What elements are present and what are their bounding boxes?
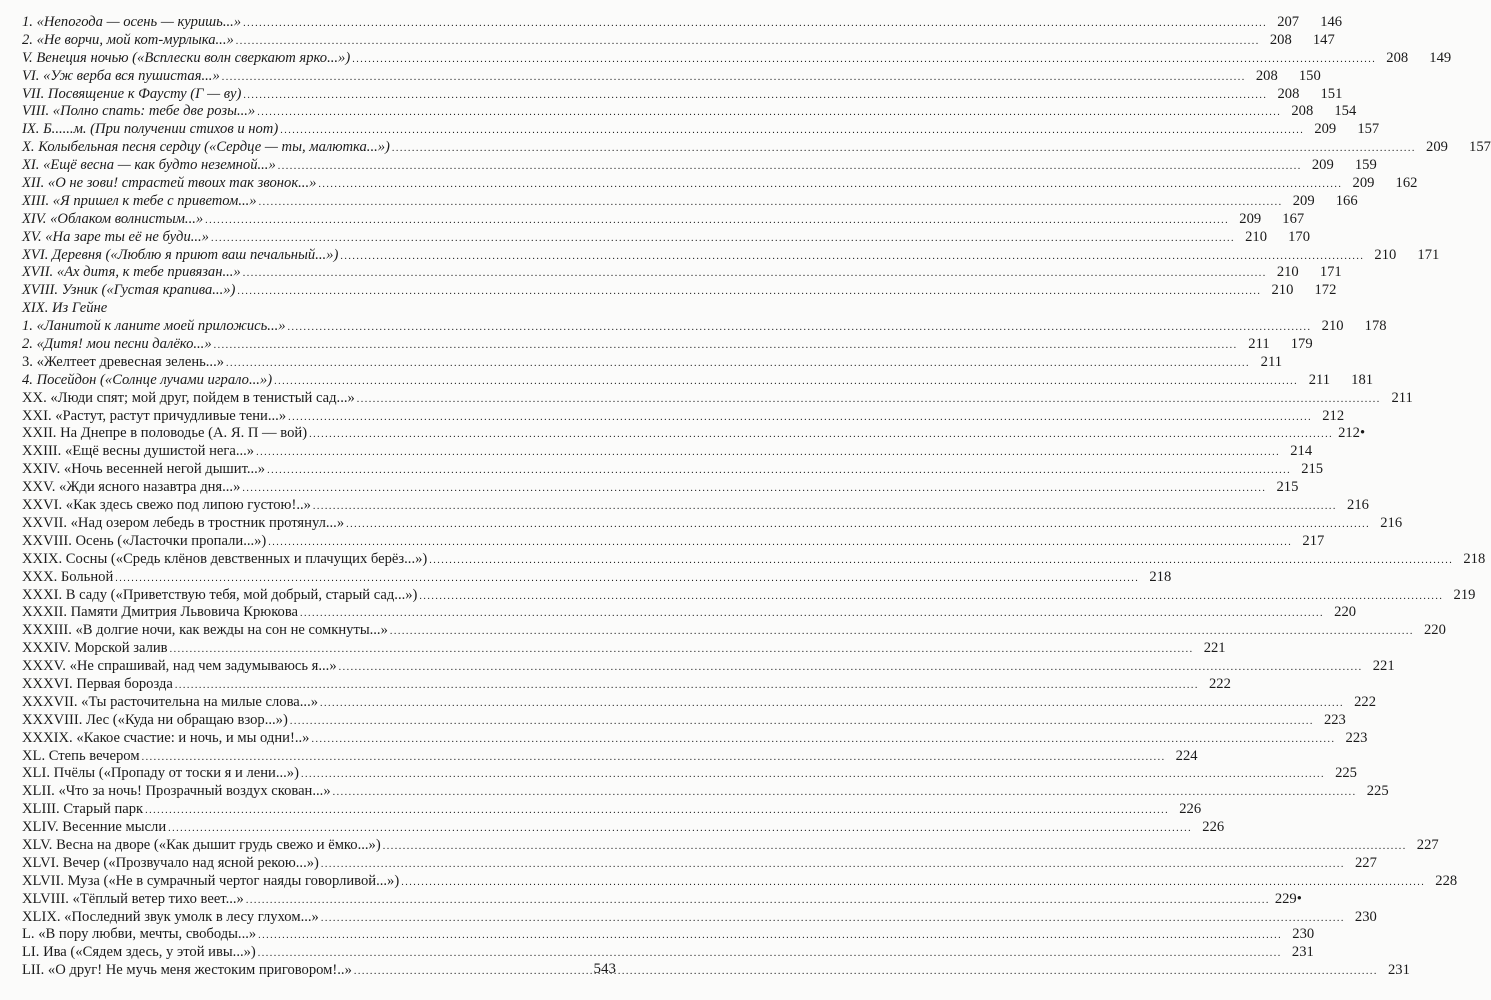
toc-entry bbox=[22, 765, 1357, 783]
entry-title: LI. Ива («Сядем здесь, у этой ивы...») bbox=[22, 944, 256, 961]
entry-page: 220 bbox=[1334, 604, 1357, 621]
dot-leader bbox=[383, 838, 1407, 856]
entry-page: 226 bbox=[1179, 801, 1202, 818]
dot-leader bbox=[142, 749, 1166, 767]
entry-page: 219 bbox=[1453, 586, 1476, 603]
entry-title: L. «В пору любви, мечты, свободы...» bbox=[22, 926, 257, 943]
toc-entry bbox=[22, 586, 1476, 605]
entry-page: 231 bbox=[1291, 944, 1314, 961]
toc-entry bbox=[22, 497, 1369, 515]
entry-page: 222 bbox=[1209, 675, 1231, 692]
entry-page: 221 bbox=[1372, 658, 1395, 675]
toc-entry bbox=[22, 121, 1380, 139]
dot-leader bbox=[309, 426, 1333, 444]
entry-page: 211 bbox=[1308, 371, 1331, 388]
entry-title: XVI. Деревня («Люблю я приют ваш печальный...») bbox=[22, 246, 339, 263]
entry-original-page: 154 bbox=[1334, 103, 1357, 120]
toc-entry bbox=[22, 604, 1357, 622]
entry-title: XII. «О не зови! страстей твоих так звонок...» bbox=[22, 175, 317, 192]
entry-title: XI. «Ещё весна — как будто неземной...» bbox=[22, 157, 276, 174]
entry-title: XVIII. Узник («Густая крапива...») bbox=[22, 282, 236, 299]
entry-page: 218 bbox=[1149, 568, 1172, 585]
entry-page: 210 bbox=[1245, 228, 1267, 245]
entry-page: 209 bbox=[1292, 192, 1315, 209]
toc-entry bbox=[22, 801, 1202, 819]
entry-title: XIII. «Я пришел к тебе с приветом...» bbox=[22, 192, 257, 209]
dot-leader bbox=[288, 409, 1312, 427]
entry-original-page: 179 bbox=[1290, 336, 1313, 353]
toc-entry bbox=[22, 210, 1305, 229]
toc-entry bbox=[22, 318, 1387, 336]
toc-entry bbox=[22, 944, 1314, 962]
entry-title: 2. «Не ворчи, мой кот-мурлыка...» bbox=[22, 31, 234, 48]
dot-leader bbox=[278, 158, 1302, 176]
toc-entry bbox=[22, 532, 1325, 551]
toc-entry bbox=[22, 640, 1226, 658]
entry-page: 227 bbox=[1355, 854, 1377, 871]
entry-page: 222 bbox=[1354, 693, 1377, 710]
dot-leader bbox=[390, 623, 1414, 641]
entry-original-page: 167 bbox=[1282, 210, 1305, 227]
entry-page: 215 bbox=[1276, 479, 1299, 496]
entry-page: 208 bbox=[1277, 85, 1300, 102]
entry-title: X. Колыбельная песня сердцу («Сердце — ты, малютка...») bbox=[22, 139, 390, 156]
dot-leader bbox=[243, 87, 1267, 105]
entry-original-page: 157 bbox=[1469, 139, 1491, 156]
dot-leader bbox=[313, 498, 1337, 516]
dot-leader bbox=[352, 51, 1376, 69]
entry-title: XVII. «Ах дитя, к тебе привязан...» bbox=[22, 264, 241, 281]
entry-page: 224 bbox=[1175, 747, 1198, 764]
dot-leader bbox=[280, 122, 1304, 140]
dot-leader bbox=[321, 910, 1345, 928]
table-of-contents bbox=[22, 14, 1491, 980]
entry-page: 214 bbox=[1290, 443, 1313, 460]
toc-entry bbox=[22, 407, 1345, 426]
toc-entry bbox=[22, 85, 1343, 104]
entry-page: 209 bbox=[1314, 121, 1337, 138]
toc-entry bbox=[22, 962, 1410, 980]
dot-leader bbox=[211, 230, 1235, 248]
entry-title: XXXIII. «В долгие ночи, как вежды на сон не сомкнуты...» bbox=[22, 622, 388, 639]
entry-original-page: 178 bbox=[1364, 318, 1387, 335]
entry-page: 210 bbox=[1321, 318, 1344, 335]
dot-leader bbox=[115, 570, 1139, 588]
entry-page: 216 bbox=[1347, 497, 1369, 514]
dot-leader bbox=[268, 534, 1292, 552]
dot-leader bbox=[290, 713, 1314, 731]
entry-page: 221 bbox=[1203, 640, 1226, 657]
dot-leader bbox=[346, 516, 1370, 534]
dot-leader bbox=[288, 319, 1312, 337]
entry-original-page: 151 bbox=[1320, 85, 1343, 102]
toc-entry bbox=[22, 228, 1310, 247]
entry-title: XXXI. В саду («Приветствую тебя, мой добрый, старый сад...») bbox=[22, 586, 418, 603]
entry-page: 209 bbox=[1311, 157, 1334, 174]
entry-title: XLV. Весна на дворе («Как дышит грудь свежо и ёмко...») bbox=[22, 836, 381, 853]
entry-page: 220 bbox=[1423, 622, 1446, 639]
entry-page: 228 bbox=[1435, 872, 1458, 889]
entry-title: XLVIII. «Тёплый ветер тихо веет...» bbox=[22, 890, 244, 907]
toc-entry bbox=[22, 14, 1343, 32]
toc-entry bbox=[22, 926, 1315, 944]
entry-title: 1. «Ланитой к ланите моей приложись...» bbox=[22, 318, 286, 335]
entry-page: 207 bbox=[1277, 14, 1300, 30]
dot-leader bbox=[214, 337, 1238, 355]
entry-page: 223 bbox=[1323, 711, 1346, 728]
toc-entry bbox=[22, 836, 1439, 855]
entry-title: XV. «На заре ты её не буди...» bbox=[22, 228, 209, 245]
dot-leader bbox=[237, 283, 1261, 301]
entry-page: 210 bbox=[1374, 246, 1397, 263]
entry-title: XLII. «Что за ночь! Прозрачный воздух скован...» bbox=[22, 783, 331, 800]
toc-entry bbox=[22, 336, 1313, 354]
toc-entry bbox=[22, 872, 1458, 891]
toc-entry bbox=[22, 568, 1172, 587]
toc-entry bbox=[22, 711, 1346, 730]
dot-leader bbox=[257, 104, 1281, 122]
entry-title: XXXII. Памяти Дмитрия Львовича Крюкова bbox=[22, 604, 299, 621]
dot-leader bbox=[419, 588, 1443, 606]
entry-original-page: 150 bbox=[1298, 67, 1321, 84]
toc-entry bbox=[22, 139, 1491, 157]
entry-page: 218 bbox=[1463, 550, 1486, 567]
toc-entry bbox=[22, 425, 1366, 443]
toc-entry bbox=[22, 461, 1324, 479]
dot-leader bbox=[340, 248, 1364, 266]
entry-original-page: 149 bbox=[1429, 49, 1452, 66]
toc-entry bbox=[22, 192, 1358, 211]
entry-page: 208 bbox=[1386, 49, 1409, 66]
entry-title: XXVI. «Как здесь свежо под липою густою!..» bbox=[22, 497, 311, 514]
entry-title: XXII. На Днепре в половодье (А. Я. П — вой) bbox=[22, 425, 308, 442]
toc-entry bbox=[22, 747, 1198, 766]
entry-page: 211 bbox=[1248, 336, 1270, 353]
entry-title: 3. «Желтеет древесная зелень...» bbox=[22, 353, 225, 370]
entry-title: VIII. «Полно спать: тебе две розы...» bbox=[22, 103, 256, 120]
entry-original-page: 157 bbox=[1357, 121, 1380, 138]
entry-title: XXIX. Сосны («Средь клёнов девственных и плачущих берёз...») bbox=[22, 550, 428, 567]
toc-entry bbox=[22, 103, 1357, 121]
dot-leader bbox=[168, 820, 1192, 838]
entry-title: XXXVI. Первая борозда bbox=[22, 675, 173, 692]
entry-page: 230 bbox=[1292, 926, 1315, 943]
entry-page: 208 bbox=[1255, 67, 1278, 84]
dot-leader bbox=[357, 391, 1381, 409]
entry-title: LII. «О друг! Не мучь меня жестоким приговором!..» bbox=[22, 962, 352, 979]
entry-page: 209 bbox=[1352, 175, 1375, 192]
toc-entry bbox=[22, 854, 1377, 873]
entry-title: VII. Посвящение к Фаусту (Г — ву) bbox=[22, 85, 242, 102]
toc-entry bbox=[22, 353, 1283, 372]
entry-title: XXXVII. «Ты расточительна на милые слова...» bbox=[22, 693, 319, 710]
dot-leader bbox=[318, 176, 1342, 194]
toc-entry bbox=[22, 890, 1302, 909]
entry-page: 223 bbox=[1345, 729, 1368, 746]
toc-entry bbox=[22, 67, 1321, 86]
dot-leader bbox=[205, 212, 1229, 230]
toc-entry bbox=[22, 514, 1403, 533]
dot-leader bbox=[243, 15, 1267, 33]
entry-title: V. Венеция ночью («Всплески волн сверкают ярко...») bbox=[22, 49, 351, 66]
dot-leader bbox=[236, 33, 1260, 51]
entry-page: 217 bbox=[1302, 532, 1325, 549]
entry-original-page: 181 bbox=[1351, 371, 1374, 388]
toc-entry bbox=[22, 675, 1231, 694]
entry-original-page: 147 bbox=[1312, 31, 1335, 48]
toc-entry bbox=[22, 479, 1299, 497]
entry-title: XXXIV. Морской залив bbox=[22, 640, 168, 657]
dot-leader bbox=[354, 963, 1378, 981]
entry-page: 225 bbox=[1366, 783, 1389, 800]
entry-title: IX. Б......м. (При получении стихов и нот) bbox=[22, 121, 279, 138]
entry-page: 209 bbox=[1239, 210, 1262, 227]
dot-leader bbox=[339, 659, 1363, 677]
dot-leader bbox=[301, 766, 1325, 784]
dot-leader bbox=[222, 69, 1246, 87]
entry-title: XLIII. Старый парк bbox=[22, 801, 144, 818]
entry-title: XXXV. «Не спрашивай, над чем задумываюсь я...» bbox=[22, 658, 337, 675]
dot-leader bbox=[243, 265, 1267, 283]
entry-page: 216 bbox=[1380, 514, 1403, 531]
entry-title: XXV. «Жди ясного назавтра дня...» bbox=[22, 479, 241, 496]
dot-leader bbox=[246, 892, 1270, 910]
entry-page: 231 bbox=[1387, 962, 1410, 979]
dot-leader bbox=[226, 355, 1250, 373]
dot-leader bbox=[320, 695, 1344, 713]
entry-page: 230 bbox=[1354, 908, 1377, 925]
entry-title: XIX. Из Гейне bbox=[22, 300, 108, 317]
entry-title: 1. «Непогода — осень — куришь...» bbox=[22, 14, 242, 30]
entry-page: 227 bbox=[1416, 836, 1439, 853]
toc-entry bbox=[22, 819, 1225, 837]
dot-leader bbox=[267, 462, 1291, 480]
dot-leader bbox=[311, 731, 1335, 749]
entry-page: 210 bbox=[1271, 282, 1294, 299]
entry-title: XXIII. «Ещё весны душистой нега...» bbox=[22, 443, 255, 460]
entry-title: XL. Степь вечером bbox=[22, 747, 140, 764]
dot-leader bbox=[258, 927, 1282, 945]
entry-original-page: 146 bbox=[1320, 14, 1343, 30]
page-number: 543 bbox=[593, 961, 616, 977]
entry-title: XLIV. Весенние мысли bbox=[22, 819, 167, 836]
dot-leader bbox=[145, 802, 1169, 820]
entry-page: 225 bbox=[1335, 765, 1357, 782]
toc-entry bbox=[22, 49, 1452, 68]
dot-leader bbox=[392, 140, 1416, 158]
toc-entry bbox=[22, 389, 1413, 408]
entry-page: 209 bbox=[1426, 139, 1448, 156]
entry-title: XXXIX. «Какое счастие: и ночь, и мы одни!..» bbox=[22, 729, 310, 746]
entry-original-page: 171 bbox=[1319, 264, 1342, 281]
entry-page: 212 bbox=[1322, 407, 1345, 424]
dot-leader bbox=[274, 373, 1298, 391]
entry-page: 210 bbox=[1276, 264, 1299, 281]
toc-entry bbox=[22, 157, 1377, 175]
entry-title: XXI. «Растут, растут причудливые тени...» bbox=[22, 407, 287, 424]
entry-page: 208 bbox=[1269, 31, 1292, 48]
dot-leader bbox=[242, 480, 1266, 498]
toc-entry bbox=[22, 443, 1313, 461]
entry-original-page: 170 bbox=[1288, 228, 1310, 245]
entry-page: 211 bbox=[1260, 353, 1283, 370]
entry-page: 229• bbox=[1274, 890, 1302, 907]
entry-title: XX. «Люди спят; мой друг, пойдем в тенистый сад...» bbox=[22, 389, 355, 406]
dot-leader bbox=[170, 641, 1194, 659]
toc-entry bbox=[22, 783, 1389, 801]
entry-title: 2. «Дитя! мои песни далёко...» bbox=[22, 336, 212, 353]
entry-page: 211 bbox=[1391, 389, 1413, 406]
toc-entry bbox=[22, 371, 1374, 390]
toc-entry bbox=[22, 175, 1418, 193]
toc-entry bbox=[22, 300, 632, 318]
dot-leader bbox=[401, 874, 1425, 892]
toc-entry bbox=[22, 550, 1486, 569]
dot-leader bbox=[175, 677, 1199, 695]
toc-entry bbox=[22, 282, 1337, 300]
entry-title: XLVII. Муза («Не в сумрачный чертог наяды говорливой...») bbox=[22, 872, 400, 889]
toc-entry bbox=[22, 246, 1440, 265]
dot-leader bbox=[259, 194, 1283, 212]
toc-entry bbox=[22, 729, 1368, 748]
entry-title: XXX. Больной bbox=[22, 568, 114, 585]
entry-page: 208 bbox=[1291, 103, 1314, 120]
entry-original-page: 162 bbox=[1395, 175, 1418, 192]
entry-original-page: 172 bbox=[1314, 282, 1337, 299]
entry-original-page: 171 bbox=[1417, 246, 1440, 263]
entry-page: 226 bbox=[1202, 819, 1225, 836]
dot-leader bbox=[321, 856, 1345, 874]
dot-leader bbox=[256, 444, 1280, 462]
toc-entry bbox=[22, 693, 1377, 712]
dot-leader bbox=[333, 784, 1357, 802]
entry-title: XXIV. «Ночь весенней негой дышит...» bbox=[22, 461, 266, 478]
entry-title: XLIX. «Последний звук умолк в лесу глухом...» bbox=[22, 908, 319, 925]
entry-title: 4. Посейдон («Солнце лучами играло...») bbox=[22, 371, 273, 388]
toc-entry bbox=[22, 658, 1395, 676]
entry-original-page: 159 bbox=[1354, 157, 1377, 174]
toc-entry bbox=[22, 264, 1342, 282]
entry-title: XXXVIII. Лес («Куда ни обращаю взор...») bbox=[22, 711, 288, 728]
entry-title: XLI. Пчёлы («Пропаду от тоски я и лени...») bbox=[22, 765, 299, 782]
dot-leader bbox=[429, 552, 1453, 570]
toc-entry bbox=[22, 622, 1446, 640]
dot-leader bbox=[300, 605, 1324, 623]
toc-entry bbox=[22, 31, 1335, 50]
entry-original-page: 166 bbox=[1335, 192, 1358, 209]
entry-page: 215 bbox=[1301, 461, 1324, 478]
toc-entry bbox=[22, 908, 1377, 927]
entry-title: XXVIII. Осень («Ласточки пропали...») bbox=[22, 532, 267, 549]
entry-title: XIV. «Облаком волнистым...» bbox=[22, 210, 204, 227]
entry-page: 212• bbox=[1338, 425, 1366, 442]
entry-title: VI. «Уж верба вся пушистая...» bbox=[22, 67, 220, 84]
dot-leader bbox=[258, 945, 1282, 963]
entry-title: XLVI. Вечер («Прозвучало над ясной рекою...») bbox=[22, 854, 319, 871]
entry-title: XXVII. «Над озером лебедь в тростник протянул...» bbox=[22, 514, 345, 531]
